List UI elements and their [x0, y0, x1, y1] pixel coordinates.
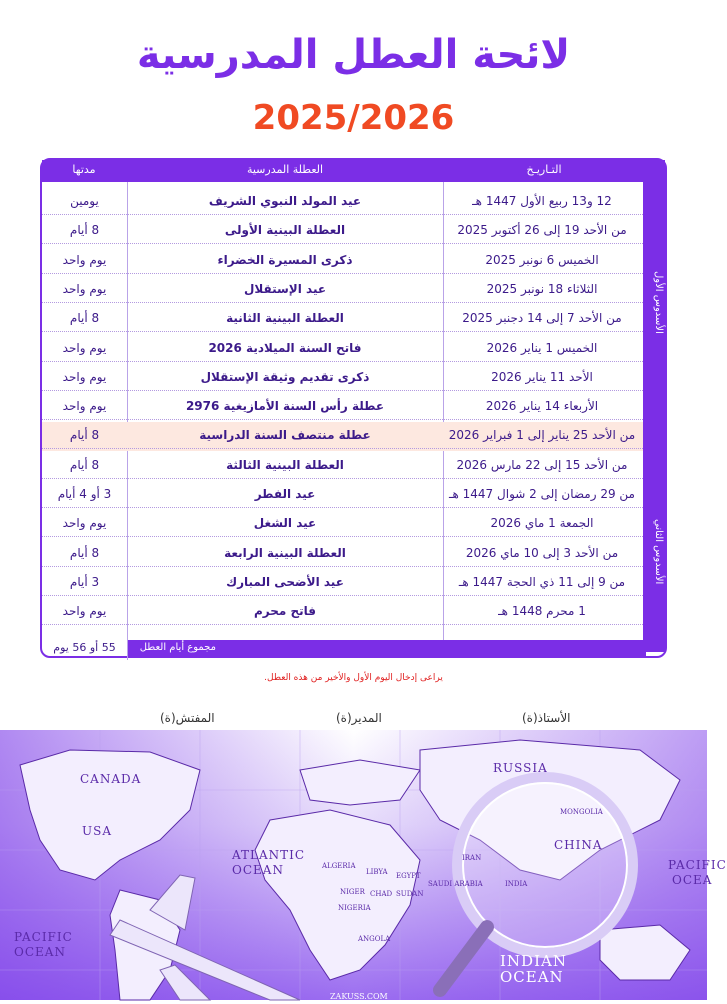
- row-separator: [42, 566, 643, 567]
- map-label-russia: RUSSIA: [493, 761, 548, 775]
- map-label-india: INDIA: [505, 880, 528, 888]
- table-row: [42, 276, 643, 305]
- map-label-angola: ANGOLA: [358, 935, 391, 943]
- header-date: التـاريـخ: [526, 163, 562, 176]
- cell-holiday: ذكرى المسيرة الخضراء: [217, 252, 353, 267]
- row-separator: [42, 214, 643, 215]
- signature-teacher: الأستاذ(ة): [522, 711, 571, 725]
- cell-duration: يوم واحد: [62, 516, 107, 531]
- cell-date: من الأحد 19 إلى 26 أكتوبر 2025: [457, 223, 627, 238]
- cell-holiday: العطلة البينية الأولى: [224, 223, 346, 238]
- world-map-background: [0, 730, 727, 1001]
- signature-director: المدير(ة): [336, 711, 382, 725]
- map-label-atlantic: ATLANTIC: [232, 848, 306, 862]
- total-row: [42, 640, 643, 656]
- cell-duration: يوم واحد: [62, 399, 107, 414]
- table-row: [42, 217, 643, 246]
- cell-duration: 8 أيام: [69, 545, 100, 560]
- cell-duration: 8 أيام: [69, 457, 100, 472]
- cell-date: من 9 إلى 11 ذي الحجة 1447 هـ: [458, 574, 626, 589]
- table-row: [42, 247, 643, 276]
- row-separator: [42, 624, 643, 625]
- map-label-ocean-east: OCEA: [672, 873, 713, 887]
- map-label-saudi-arabia: SAUDI ARABIA: [428, 880, 483, 888]
- row-separator: [42, 302, 643, 303]
- map-label-canada: CANADA: [80, 772, 142, 786]
- holiday-table: [40, 158, 667, 658]
- cell-date: من الأحد 3 إلى 10 ماي 2026: [465, 545, 619, 560]
- table-row: [42, 452, 643, 481]
- table-row: [42, 569, 643, 598]
- map-label-iran: IRAN: [462, 854, 482, 862]
- cell-date: من 29 رمضان إلى 2 شوال 1447 هـ: [448, 487, 635, 501]
- map-label-china: CHINA: [554, 838, 603, 852]
- cell-duration: يوم واحد: [62, 604, 107, 619]
- map-label-usa: USA: [82, 824, 112, 838]
- header-holiday: العطلة المدرسية: [246, 163, 324, 176]
- total-value: 55 أو 56 يوم: [53, 641, 116, 654]
- row-separator: [42, 243, 643, 244]
- cell-duration: 3 أيام: [69, 574, 100, 589]
- semester-first-label: الأسدوس الأول: [653, 270, 664, 334]
- table-row: [42, 510, 643, 539]
- table-row: [42, 598, 643, 627]
- map-label-chad: CHAD: [370, 890, 393, 898]
- map-label-egypt: EGYPT: [396, 872, 421, 880]
- cell-date: الجمعة 1 ماي 2026: [490, 516, 594, 531]
- row-separator: [42, 536, 643, 537]
- table-row: [42, 364, 643, 393]
- cell-date: الأربعاء 14 يناير 2026: [485, 399, 599, 414]
- cell-holiday: فاتح محرم: [253, 604, 317, 619]
- map-label-pacific: PACIFIC: [14, 930, 73, 944]
- row-separator: [42, 361, 643, 362]
- watermark: ZAKUSS.COM: [330, 992, 388, 1001]
- map-label-nigeria: NIGERIA: [338, 904, 371, 912]
- total-label: مجموع أيام العطل: [139, 642, 216, 653]
- row-separator: [42, 595, 643, 596]
- row-separator: [42, 507, 643, 508]
- cell-duration: 3 أو 4 أيام: [57, 487, 112, 501]
- cell-holiday: عيد الفطر: [254, 487, 316, 501]
- page-title: لائحة العطل المدرسية: [136, 32, 571, 78]
- semester-bar: [643, 182, 665, 652]
- row-separator: [42, 448, 643, 449]
- school-year: 2025/2026: [252, 98, 455, 138]
- row-separator: [42, 390, 643, 391]
- cell-duration: يوم واحد: [62, 369, 107, 384]
- cell-holiday: عيد الشغل: [253, 516, 317, 531]
- map-label-pacific-east: PACIFIC: [668, 858, 727, 872]
- row-separator: [42, 331, 643, 332]
- footnote: يراعى إدخال اليوم الأول والأخير من هذه العطل.: [264, 673, 443, 683]
- cell-date: من الأحد 7 إلى 14 دجنبر 2025: [462, 311, 622, 326]
- map-label-indian-ocean: OCEAN: [500, 968, 564, 986]
- cell-holiday: عيد الإستقلال: [243, 281, 327, 296]
- row-separator: [42, 419, 643, 420]
- map-label-niger: NIGER: [340, 888, 365, 896]
- cell-holiday: عيد المولد النبوي الشريف: [208, 194, 362, 208]
- signature-inspector: المفتش(ة): [160, 711, 215, 725]
- cell-date: الثلاثاء 18 نونبر 2025: [486, 281, 598, 296]
- cell-date: الأحد 11 يناير 2026: [491, 369, 593, 384]
- cell-date: من الأحد 25 يناير إلى 1 فبراير 2026: [448, 428, 636, 443]
- cell-duration: 8 أيام: [69, 428, 100, 443]
- cell-date: 1 محرم 1448 هـ: [498, 604, 586, 619]
- cell-duration: يوم واحد: [62, 281, 107, 296]
- map-label-atlantic-ocean: OCEAN: [232, 863, 284, 877]
- cell-holiday: فاتح السنة الميلادية 2026: [208, 340, 362, 355]
- semester-second-label: الأسدوس الثاني: [653, 519, 664, 585]
- cell-duration: يوم واحد: [62, 252, 107, 267]
- row-separator: [42, 273, 643, 274]
- cell-holiday: عطلة رأس السنة الأمازيغية 2976: [185, 399, 385, 414]
- cell-duration: 8 أيام: [69, 223, 100, 238]
- map-label-sudan: SUDAN: [396, 890, 424, 898]
- table-header: [42, 160, 665, 182]
- map-label-indian: INDIAN: [500, 952, 567, 970]
- table-row: [42, 481, 643, 510]
- cell-holiday: عيد الأضحى المبارك: [226, 574, 344, 589]
- map-label-mongolia: MONGOLIA: [560, 808, 603, 816]
- cell-holiday: ذكرى تقديم وثيقة الإستقلال: [200, 369, 370, 384]
- cell-date: من الأحد 15 إلى 22 مارس 2026: [456, 457, 628, 472]
- cell-holiday: عطلة منتصف السنة الدراسية: [199, 428, 371, 443]
- cell-holiday: العطلة البينية الرابعة: [224, 545, 346, 560]
- table-row: [42, 335, 643, 364]
- table-row: [42, 422, 643, 451]
- cell-holiday: العطلة البينية الثالثة: [226, 457, 344, 472]
- table-row: [42, 188, 643, 217]
- map-label-algeria: ALGERIA: [322, 862, 356, 870]
- cell-date: الخميس 6 نونبر 2025: [485, 252, 599, 267]
- cell-duration: 8 أيام: [69, 311, 100, 326]
- total-label-bar: [128, 640, 646, 658]
- map-label-libya: LIBYA: [366, 868, 388, 876]
- header-duration: مدتها: [72, 163, 96, 176]
- cell-date: الخميس 1 يناير 2026: [486, 340, 598, 355]
- table-row: [42, 305, 643, 334]
- cell-duration: يوم واحد: [62, 340, 107, 355]
- cell-holiday: العطلة البينية الثانية: [226, 311, 344, 326]
- cell-date: 12 و13 ربيع الأول 1447 هـ: [472, 194, 612, 208]
- table-row: [42, 540, 643, 569]
- table-row: [42, 393, 643, 422]
- row-separator: [42, 478, 643, 479]
- map-label-pacific-ocean: OCEAN: [14, 945, 66, 959]
- cell-duration: يومين: [70, 194, 99, 208]
